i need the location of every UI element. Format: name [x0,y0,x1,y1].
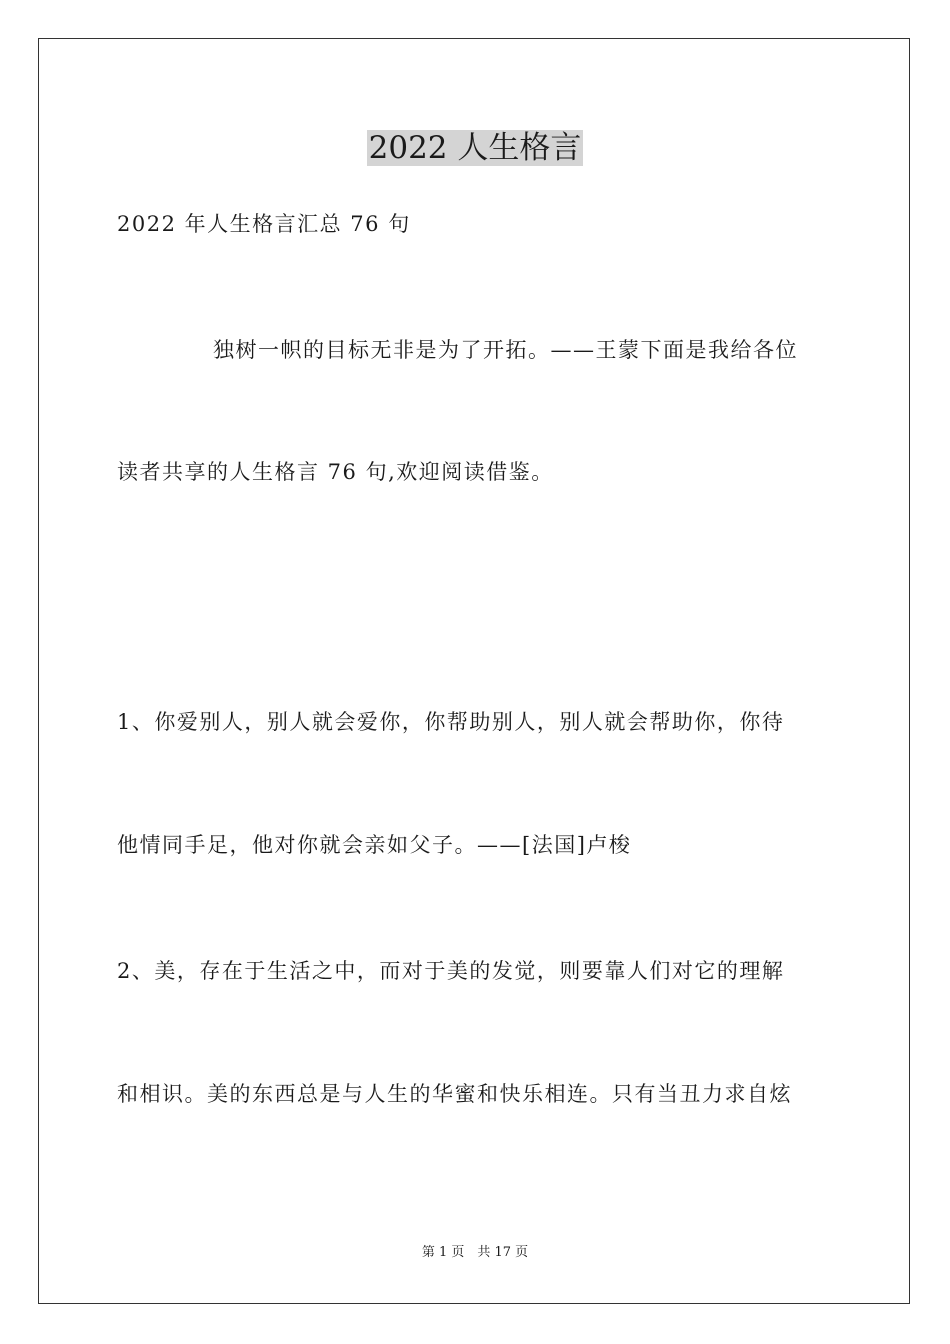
paragraph-line: 2、美，存在于生活之中，而对于美的发觉，则要靠人们对它的理解 [117,959,785,983]
paragraph-line: 1、你爱别人，别人就会爱你，你帮助别人，别人就会帮助你，你待 [117,710,785,734]
document-title-text: 2022 人生格言 [368,130,582,166]
paragraph-line: 和相识。美的东西总是与人生的华蜜和快乐相连。只有当丑力求自炫 [117,1082,792,1106]
paragraph-line: 独树一帜的目标无非是为了开拓。——王蒙下面是我给各位 [213,338,798,362]
page-footer: 第 1 页 共 17 页 [421,1245,529,1260]
document-title [0,124,950,172]
paragraph-line: 他情同手足，他对你就会亲如父子。——[法国]卢梭 [117,833,632,857]
paragraph-line: 读者共享的人生格言 76 句,欢迎阅读借鉴。 [117,460,554,484]
document-subtitle: 2022 年人生格言汇总 76 句 [117,212,411,236]
